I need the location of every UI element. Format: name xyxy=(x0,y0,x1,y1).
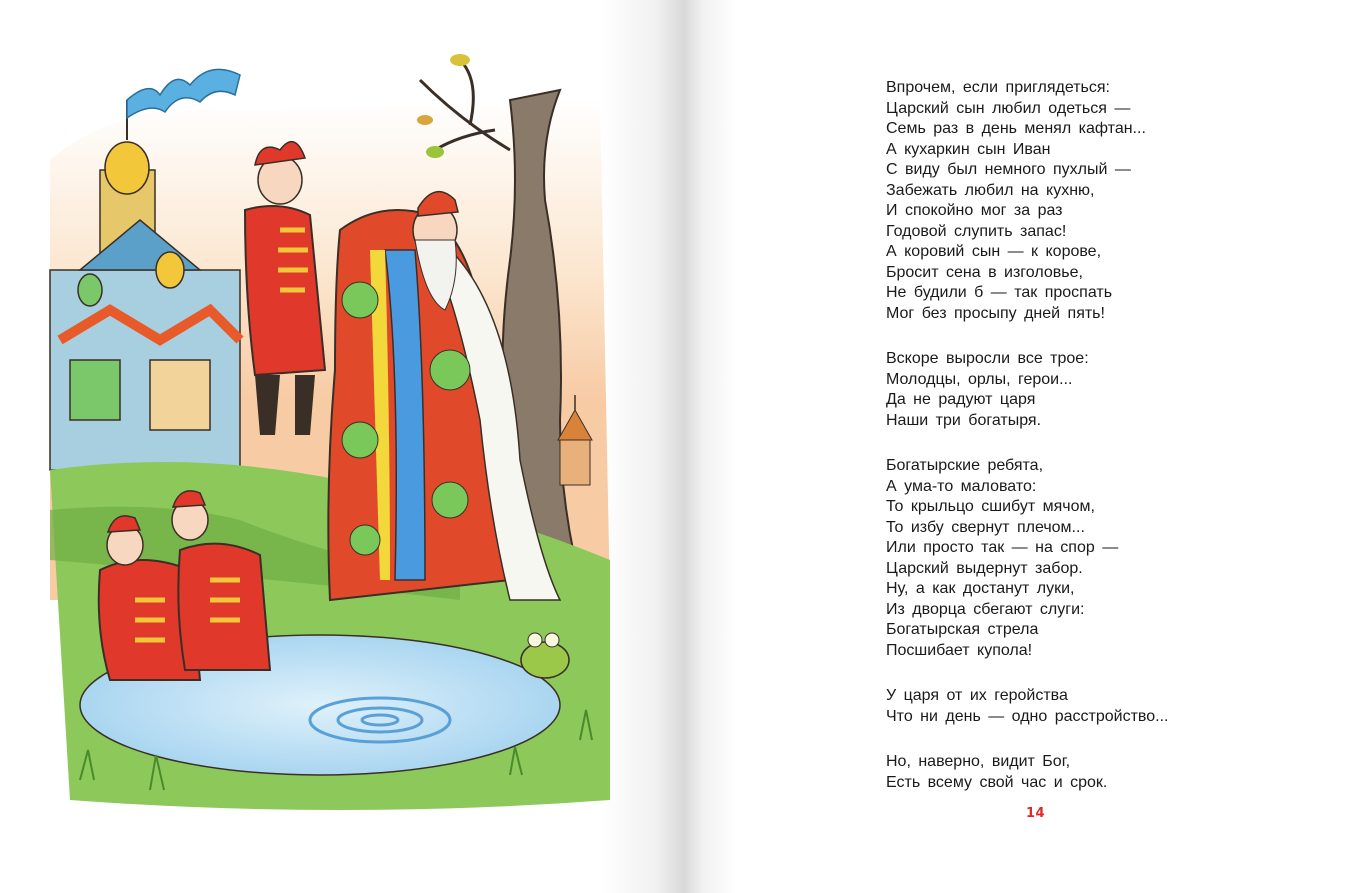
poem-line: Мог без просыпу дней пять! xyxy=(886,304,1105,322)
poem-line: То крыльцо сшибут мячом, xyxy=(886,498,1095,515)
poem-stanza xyxy=(886,78,1326,324)
poem-stanza xyxy=(886,349,1326,431)
fairy-tale-illustration xyxy=(40,40,620,815)
poem-line: Богатырская стрела xyxy=(886,621,1039,638)
poem-line: А коровий сын — к корове, xyxy=(886,243,1102,260)
poem-line: Или просто так — на спор — xyxy=(886,539,1119,556)
poem-line: Но, наверно, видит Бог, xyxy=(886,753,1071,770)
poem-text xyxy=(886,78,1326,818)
poem-line: Царский сын любил одеться — xyxy=(886,99,1131,117)
poem-line: Молодцы, орлы, герои... xyxy=(886,370,1073,388)
page-number: 14 xyxy=(1026,806,1046,821)
poem-stanza xyxy=(886,752,1326,793)
poem-line: Семь раз в день менял кафтан... xyxy=(886,120,1146,137)
poem-line: Ну, а как достанут луки, xyxy=(886,580,1075,597)
poem-stanza xyxy=(886,686,1326,727)
poem-line: Посшибает купола! xyxy=(886,641,1033,659)
poem-line: У царя от их геройства xyxy=(886,687,1068,704)
poem-line: Впрочем, если приглядеться: xyxy=(886,79,1110,96)
poem-line: Вскоре выросли все трое: xyxy=(886,350,1089,367)
poem-stanza xyxy=(886,456,1326,661)
leaf xyxy=(426,146,444,158)
poem-line: Не будили б — так проспать xyxy=(886,284,1113,301)
leaf xyxy=(450,54,470,66)
poem-line: Наши три богатыря. xyxy=(886,411,1042,429)
poem-line: А кухаркин сын Иван xyxy=(886,140,1051,158)
poem-line: С виду был немного пухлый — xyxy=(886,161,1131,178)
poem-line: Царский выдернут забор. xyxy=(886,559,1083,577)
poem-line: Забежать любил на кухню, xyxy=(886,181,1095,199)
poem-line: Годовой слупить запас! xyxy=(886,222,1067,240)
leaf xyxy=(417,115,433,125)
poem-line: Из дворца сбегают слуги: xyxy=(886,600,1085,618)
poem-line: А ума-то маловато: xyxy=(886,477,1037,495)
poem-line: Богатырские ребята, xyxy=(886,457,1044,474)
poem-line: Есть всему свой час и срок. xyxy=(886,773,1108,791)
poem-line: Бросит сена в изголовье, xyxy=(886,263,1083,281)
poem-line: Да не радуют царя xyxy=(886,391,1036,408)
poem-line: Что ни день — одно расстройство... xyxy=(886,707,1169,725)
poem-line: То избу свернут плечом... xyxy=(886,518,1085,536)
poem-line: И спокойно мог за раз xyxy=(886,202,1063,219)
